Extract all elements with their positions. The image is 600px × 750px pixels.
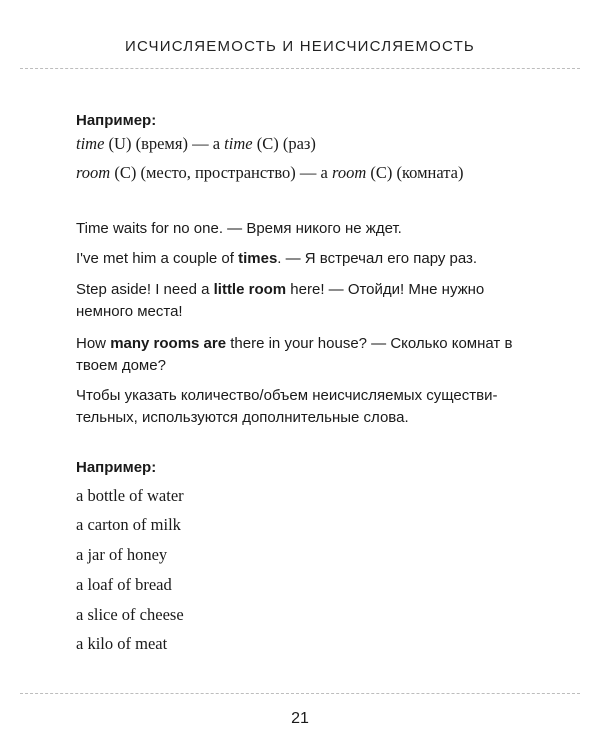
list-item: a carton of milk — [76, 515, 181, 534]
list-item: a loaf of bread — [76, 575, 172, 594]
vocab-meaning: (C) (комната) — [366, 163, 464, 182]
sentence-keyword: times — [238, 250, 278, 267]
example-sentence-2 — [76, 250, 477, 267]
footer-divider — [20, 693, 580, 694]
list-item: a slice of cheese — [76, 605, 184, 624]
sentence-keyword: little room — [213, 281, 287, 298]
list-item: a kilo of meat — [76, 634, 168, 653]
sentence-text: . — Я встречал его пару раз. — [277, 250, 478, 267]
sentence-text: Step aside! I need a — [76, 281, 214, 298]
sentence-text: here! — Отойди! Мне нужно немного места! — [76, 281, 485, 320]
vocab-line-time — [76, 134, 316, 154]
sentence-text: How — [76, 335, 111, 352]
page-number: 21 — [291, 710, 309, 727]
example-sentence-1: Time waits for no one. — Время никого не ждет. — [76, 220, 402, 237]
example-heading-2: Например: — [76, 459, 157, 476]
header-divider — [20, 68, 580, 69]
example-heading-1: Например: — [76, 112, 157, 129]
vocab-meaning: (U) (время) — a — [104, 134, 225, 153]
vocab-line-room — [76, 163, 464, 183]
vocab-word: room — [76, 163, 111, 182]
sentence-text: there in your house? — Сколько комнат в твоем доме? — [76, 335, 513, 374]
vocab-word: time — [76, 134, 105, 153]
running-header: ИСЧИСЛЯЕМОСТЬ И НЕИСЧИСЛЯЕМОСТЬ — [125, 38, 475, 55]
sentence-text: I've met him a couple of — [76, 250, 239, 267]
sentence-keyword: many rooms are — [110, 335, 227, 352]
list-item: a jar of honey — [76, 545, 168, 564]
example-sentence-3 — [76, 279, 536, 323]
vocab-meaning: (C) (раз) — [252, 134, 316, 153]
vocab-word: time — [224, 134, 253, 153]
explanation-note: Чтобы указать количество/объем неисчисляемых существи-тельных, используются дополнительные слова. — [76, 387, 498, 426]
list-item: a bottle of water — [76, 486, 184, 505]
example-sentence-4 — [76, 333, 536, 377]
vocab-meaning: (C) (место, пространство) — a — [110, 163, 333, 182]
vocab-word: room — [332, 163, 367, 182]
